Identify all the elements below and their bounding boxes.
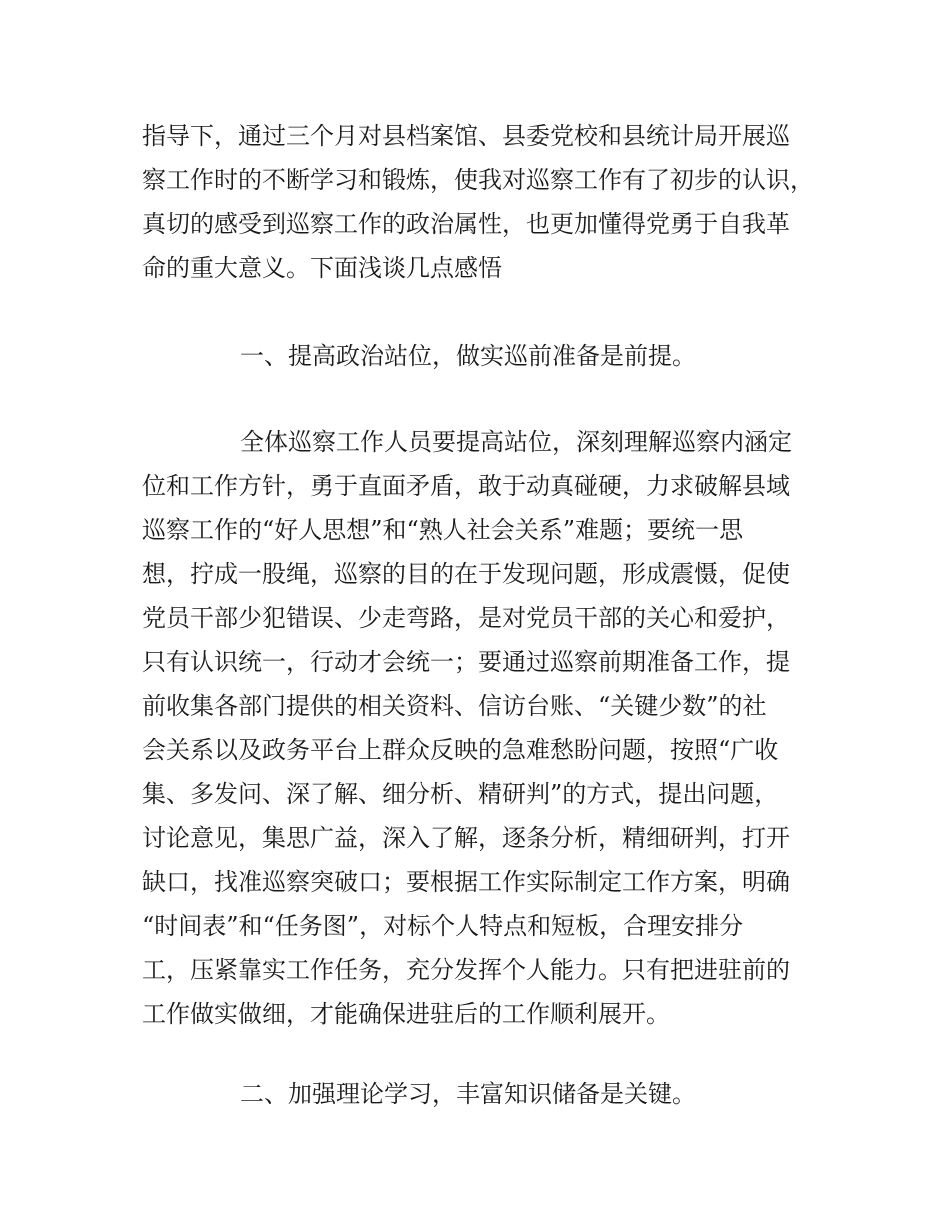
paragraph-line: 会关系以及政务平台上群众反映的急难愁盼问题，按照“广收: [142, 736, 779, 764]
paragraph-line: 缺口，找准巡察突破口；要根据工作实际制定工作方案，明确: [142, 868, 790, 896]
section-heading-2: 二、加强理论学习，丰富知识储备是关键。: [240, 1080, 696, 1108]
paragraph-line: 工作做实做细，才能确保进驻后的工作顺利展开。: [142, 1000, 670, 1028]
paragraph-line: 只有认识统一，行动才会统一；要通过巡察前期准备工作，提: [142, 648, 790, 676]
section-heading-1: 一、提高政治站位，做实巡前准备是前提。: [240, 342, 696, 370]
paragraph-line: 命的重大意义。下面浅谈几点感悟: [142, 254, 502, 282]
paragraph-line: 想，拧成一股绳，巡察的目的在于发现问题，形成震慑，促使: [142, 560, 790, 588]
paragraph-line: “时间表”和“任务图”，对标个人特点和短板，合理安排分: [142, 912, 744, 940]
paragraph-line: 全体巡察工作人员要提高站位，深刻理解巡察内涵定: [240, 428, 792, 456]
paragraph-line: 指导下，通过三个月对县档案馆、县委党校和县统计局开展巡: [142, 122, 790, 150]
paragraph-section-1: [142, 420, 818, 1036]
paragraph-line: 集、多发问、深了解、细分析、精研判”的方式，提出问题，: [142, 780, 779, 808]
paragraph-intro: [142, 114, 818, 290]
paragraph-line: 察工作时的不断学习和锻炼，使我对巡察工作有了初步的认识，: [142, 166, 814, 194]
paragraph-line: 真切的感受到巡察工作的政治属性，也更加懂得党勇于自我革: [142, 210, 790, 238]
paragraph-line: 前收集各部门提供的相关资料、信访台账、“关键少数”的社: [142, 692, 767, 720]
paragraph-line: 工，压紧靠实工作任务，充分发挥个人能力。只有把进驻前的: [142, 956, 790, 984]
paragraph-line: 党员干部少犯错误、少走弯路，是对党员干部的关心和爱护，: [142, 604, 790, 632]
paragraph-line: 讨论意见，集思广益，深入了解，逐条分析，精细研判，打开: [142, 824, 790, 852]
paragraph-line: 位和工作方针，勇于直面矛盾，敢于动真碰硬，力求破解县域: [142, 472, 790, 500]
paragraph-line: 巡察工作的“好人思想”和“熟人社会关系”难题；要统一思: [142, 516, 744, 544]
